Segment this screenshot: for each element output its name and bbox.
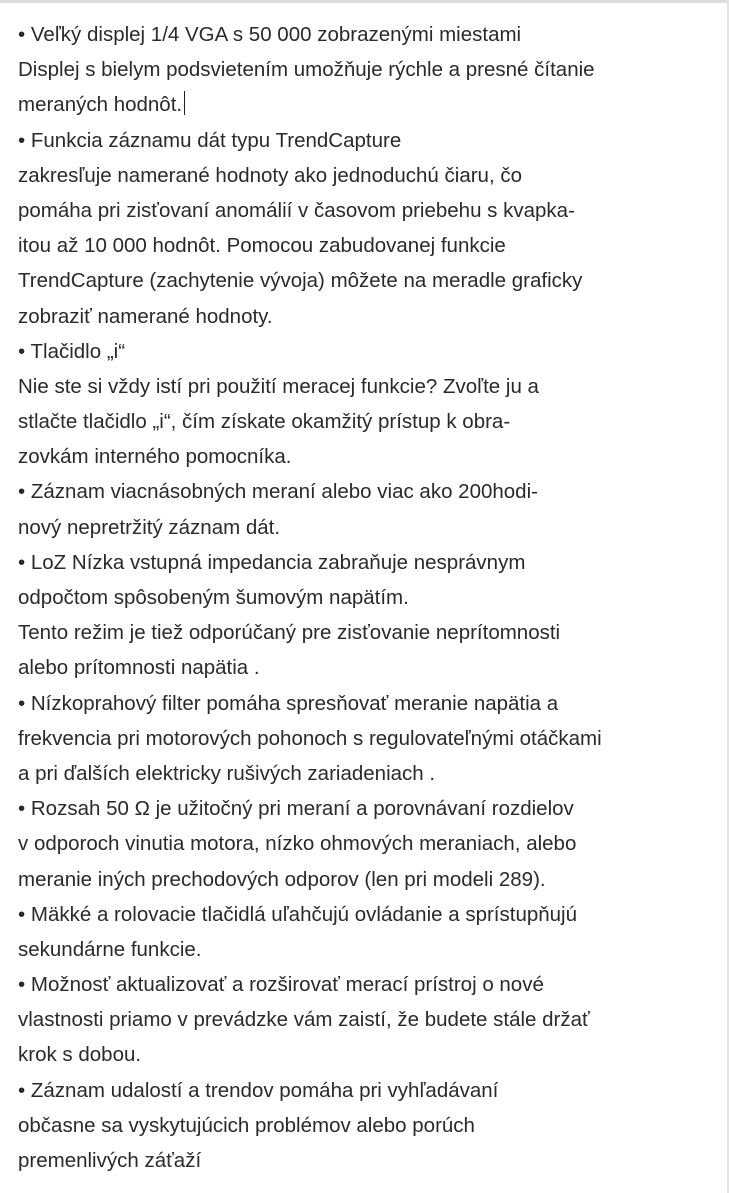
text-line[interactable]: Nie ste si vždy istí pri použití meracej funkcie? Zvoľte ju a xyxy=(18,374,539,398)
text-line[interactable] xyxy=(18,87,718,122)
text-line[interactable]: Tento režim je tiež odporúčaný pre zisťovanie neprítomnosti xyxy=(18,621,561,645)
text-line[interactable]: krok s dobou. xyxy=(18,1043,142,1067)
text-line[interactable]: premenlivých záťaží xyxy=(18,1149,202,1172)
text-line[interactable]: • LoZ Nízka vstupná impedancia zabraňuje nesprávnym xyxy=(18,550,526,574)
text-line[interactable]: • Nízkoprahový filter pomáha spresňovať meranie napätia a xyxy=(18,691,559,715)
text-line[interactable]: • Záznam udalostí a trendov pomáha pri vyhľadávaní xyxy=(18,1078,499,1102)
text-line[interactable]: • Funkcia záznamu dát typu TrendCapture xyxy=(18,128,402,152)
text-line[interactable]: zakresľuje namerané hodnoty ako jednoduchú čiaru, čo xyxy=(18,163,522,187)
top-border xyxy=(0,0,729,3)
text-line[interactable]: odpočtom spôsobeným šumovým napätím. xyxy=(18,586,409,609)
text-line[interactable]: • Mäkké a rolovacie tlačidlá uľahčujú ovládanie a sprístupňujú xyxy=(18,902,578,926)
text-line[interactable]: • Tlačidlo „i“ xyxy=(18,339,126,363)
text-line[interactable]: alebo prítomnosti napätia . xyxy=(18,656,260,680)
text-line[interactable]: zovkám interného pomocníka. xyxy=(18,445,292,469)
text-line[interactable]: zobraziť namerané hodnoty. xyxy=(18,304,273,328)
text-line[interactable]: • Rozsah 50 Ω je užitočný pri meraní a porovnávaní rozdielov xyxy=(18,797,574,821)
text-caret xyxy=(184,91,185,115)
text-line[interactable]: Displej s bielym podsvietením umožňuje rýchle a presné čítanie xyxy=(18,58,595,82)
text-line[interactable]: sekundárne funkcie. xyxy=(18,937,202,961)
text-line[interactable]: pomáha pri zisťovaní anomálií v časovom priebehu s kvapka- xyxy=(18,198,575,222)
text-line[interactable]: frekvencia pri motorových pohonoch s regulovateľnými otáčkami xyxy=(18,726,602,750)
text-line[interactable]: nový nepretržitý záznam dát. xyxy=(18,515,281,539)
text-line[interactable]: stlačte tlačidlo „i“, čím získate okamžitý prístup k obra- xyxy=(18,410,511,434)
text-line[interactable]: meranie iných prechodových odporov (len pri modeli 289). xyxy=(18,867,546,891)
text-line[interactable]: v odporoch vinutia motora, nízko ohmových meraniach, alebo xyxy=(18,832,577,856)
text-line[interactable]: • Možnosť aktualizovať a rozširovať merací prístroj o nové xyxy=(18,973,544,997)
text-line[interactable]: • Veľký displej 1/4 VGA s 50 000 zobrazenými miestami xyxy=(18,23,522,46)
text-line[interactable]: občasne sa vyskytujúcich problémov alebo porúch xyxy=(18,1113,475,1137)
text-line[interactable]: a pri ďalších elektricky rušivých zariadeniach . xyxy=(18,761,436,785)
text-line[interactable]: TrendCapture (zachytenie vývoja) môžete na meradle graficky xyxy=(18,269,583,293)
text-line-content[interactable]: meraných hodnôt. xyxy=(18,93,183,117)
text-line[interactable]: itou až 10 000 hodnôt. Pomocou zabudovanej funkcie xyxy=(18,234,506,258)
text-editor-area[interactable] xyxy=(18,17,718,1178)
text-line[interactable]: vlastnosti priamo v prevádzke vám zaistí, že budete stále držať xyxy=(18,1008,590,1032)
text-line[interactable]: • Záznam viacnásobných meraní alebo viac ako 200hodi- xyxy=(18,480,538,504)
